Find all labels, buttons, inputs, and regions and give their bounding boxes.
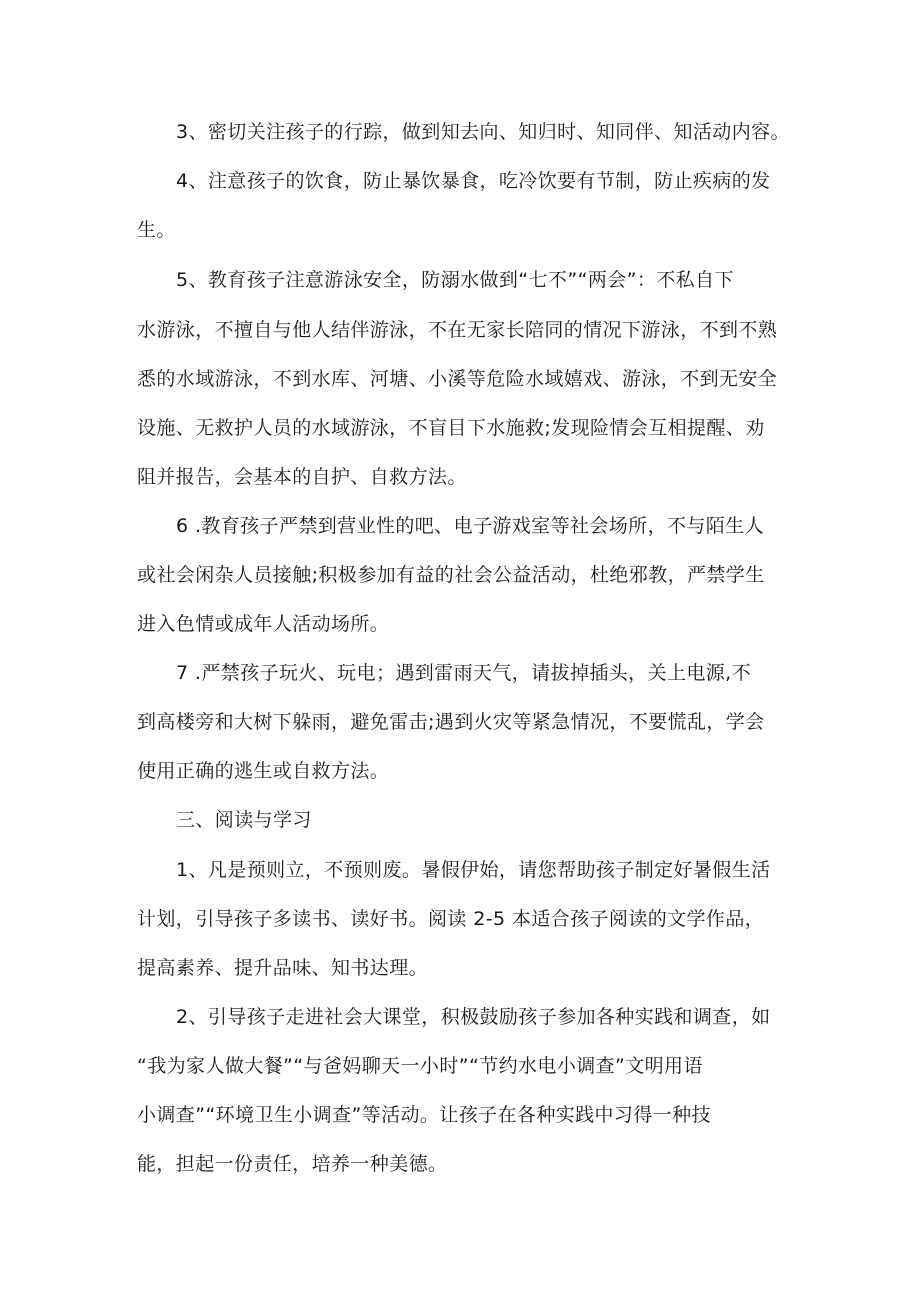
- text-line: “我为家人做大餐”“与爸妈聊天一小时”“节约水电小调查”文明用语: [137, 1055, 703, 1077]
- text-line: 生。: [137, 219, 176, 241]
- text-line: 小调查”“环境卫生小调查”等活动。让孩子在各种实践中习得一种技: [137, 1104, 711, 1126]
- text-line: 悉的水域游泳，不到水库、河塘、小溪等危险水域嬉戏、游泳，不到无安全: [137, 368, 778, 390]
- text-line: 阻并报告，会基本的自护、自救方法。: [137, 466, 467, 488]
- text-line: 到高楼旁和大树下躲雨，避免雷击;遇到火灾等紧急情况，不要慌乱，学会: [137, 711, 765, 733]
- text-line: 1、凡是预则立，不预则废。暑假伊始，请您帮助孩子制定好暑假生活: [176, 859, 771, 881]
- text-line: 使用正确的逃生或自救方法。: [137, 760, 390, 782]
- text-line: 或社会闲杂人员接触;积极参加有益的社会公益活动，杜绝邪教，严禁学生: [137, 564, 765, 586]
- text-line: 进入色情或成年人活动场所。: [137, 613, 390, 635]
- text-line: 计划，引导孩子多读书、读好书。阅读 2-5 本适合孩子阅读的文学作品，: [137, 908, 765, 930]
- text-line: 水游泳，不擅自与他人结伴游泳，不在无家长陪同的情况下游泳，不到不熟: [137, 319, 778, 341]
- text-line: 2、引导孩子走进社会大课堂，积极鼓励孩子参加各种实践和调查，如: [176, 1006, 771, 1028]
- text-line: 提高素养、提升品味、知书达理。: [137, 957, 429, 979]
- text-line: 5、教育孩子注意游泳安全，防溺水做到“七不”“两会”：不私自下: [176, 269, 734, 291]
- text-line: 3、密切关注孩子的行踪，做到知去向、知归时、知同伴、知活动内容。: [176, 121, 790, 143]
- text-line: 6 .教育孩子严禁到营业性的吧、电子游戏室等社会场所，不与陌生人: [176, 515, 764, 537]
- text-line: 7 .严禁孩子玩火、玩电；遇到雷雨天气，请拔掉插头，关上电源,不: [176, 662, 752, 684]
- text-line: 设施、无救护人员的水域游泳，不盲目下水施救;发现险情会互相提醒、劝: [137, 417, 765, 439]
- text-line: 能，担起一份责任，培养一种美德。: [137, 1153, 448, 1175]
- section-heading: 三、阅读与学习: [176, 809, 312, 831]
- text-line: 4、注意孩子的饮食，防止暴饮暴食，吃冷饮要有节制，防止疾病的发: [176, 170, 771, 192]
